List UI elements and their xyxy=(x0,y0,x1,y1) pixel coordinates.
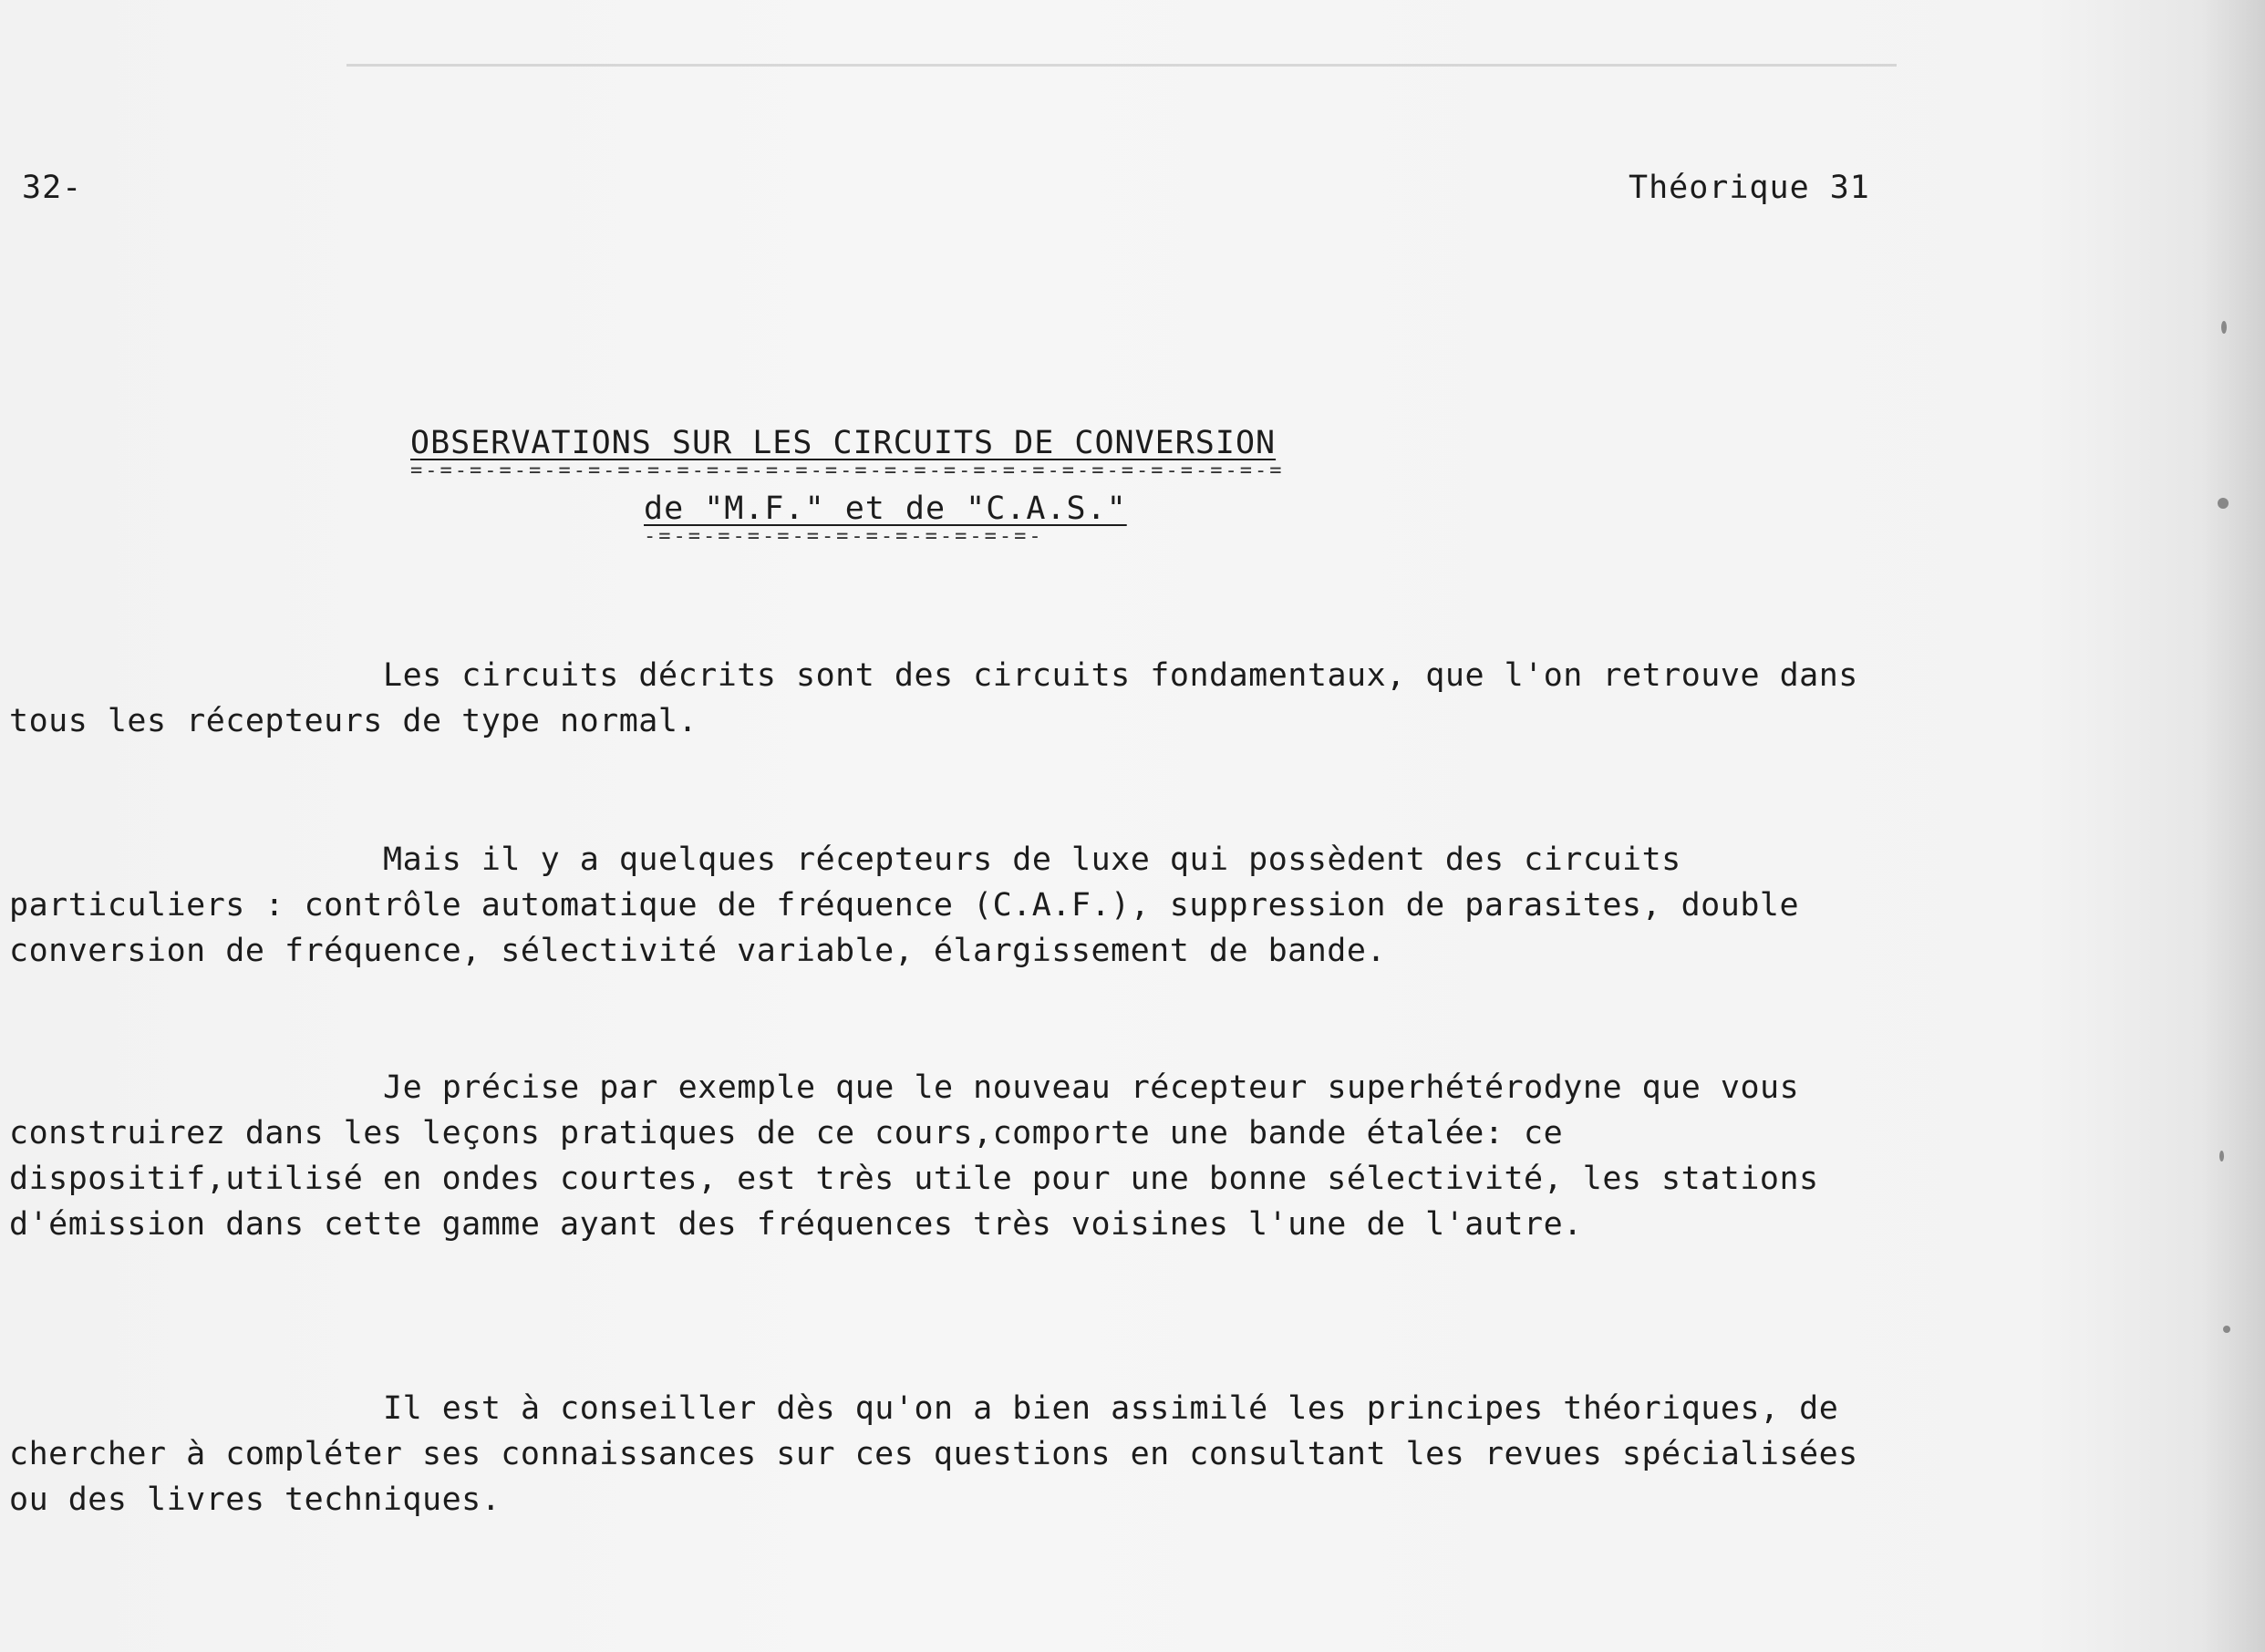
page-number: 32- xyxy=(22,170,83,206)
page-edge-shadow xyxy=(2201,0,2265,1652)
paragraph-3 xyxy=(9,1065,1906,1247)
paragraph-2 xyxy=(9,837,1906,974)
scan-speck xyxy=(2218,498,2229,509)
section-header: Théorique 31 xyxy=(1629,170,1870,206)
title-dashed-underline-1: =-=-=-=-=-=-=-=-=-=-=-=-=-=-=-=-=-=-=-=-=-=-=-=-=-=-=-=-=-= xyxy=(410,465,1285,478)
paragraph-3-text: Je précise par exemple que le nouveau récepteur superhétérodyne que vous construirez dans les leçons pratiques de ce cours,comporte une bande étalée: ce dispositif,utilisé en ondes courtes, est très utile pour une bonne sélectivité, les stations d'émission dans cette gamme ayant des fréquences très voisines l'une de l'autre. xyxy=(9,1069,1839,1243)
title-text-2: de "M.F." et de "C.A.S." xyxy=(644,490,1127,527)
paragraph-2-text: Mais il y a quelques récepteurs de luxe qui possèdent des circuits particuliers : contrôle automatique de fréquence (C.A.F.), suppression de parasites, double conversion de fréquence, sélectivité variable, élargissement de bande. xyxy=(9,841,1819,969)
scan-speck xyxy=(2223,1326,2230,1333)
paragraph-4-text: Il est à conseiller dès qu'on a bien assimilé les principes théoriques, de chercher à compléter ses connaissances sur ces questions en consultant les revues spécialisées ou des livres techniques. xyxy=(9,1390,1878,1518)
title-dashed-underline-2: -=-=-=-=-=-=-=-=-=-=-=-=-=- xyxy=(644,531,1044,543)
scan-artifact-line xyxy=(346,64,1897,67)
paragraph-1-text: Les circuits décrits sont des circuits fondamentaux, que l'on retrouve dans tous les récepteurs de type normal. xyxy=(9,657,1878,739)
title-line-1 xyxy=(410,425,1284,478)
title-text-1: OBSERVATIONS SUR LES CIRCUITS DE CONVERSION xyxy=(410,425,1277,461)
title-line-2 xyxy=(644,490,1127,543)
paragraph-1 xyxy=(9,653,1906,744)
paragraph-4 xyxy=(9,1386,1906,1523)
scan-speck xyxy=(2221,321,2227,334)
scan-speck xyxy=(2219,1151,2224,1162)
